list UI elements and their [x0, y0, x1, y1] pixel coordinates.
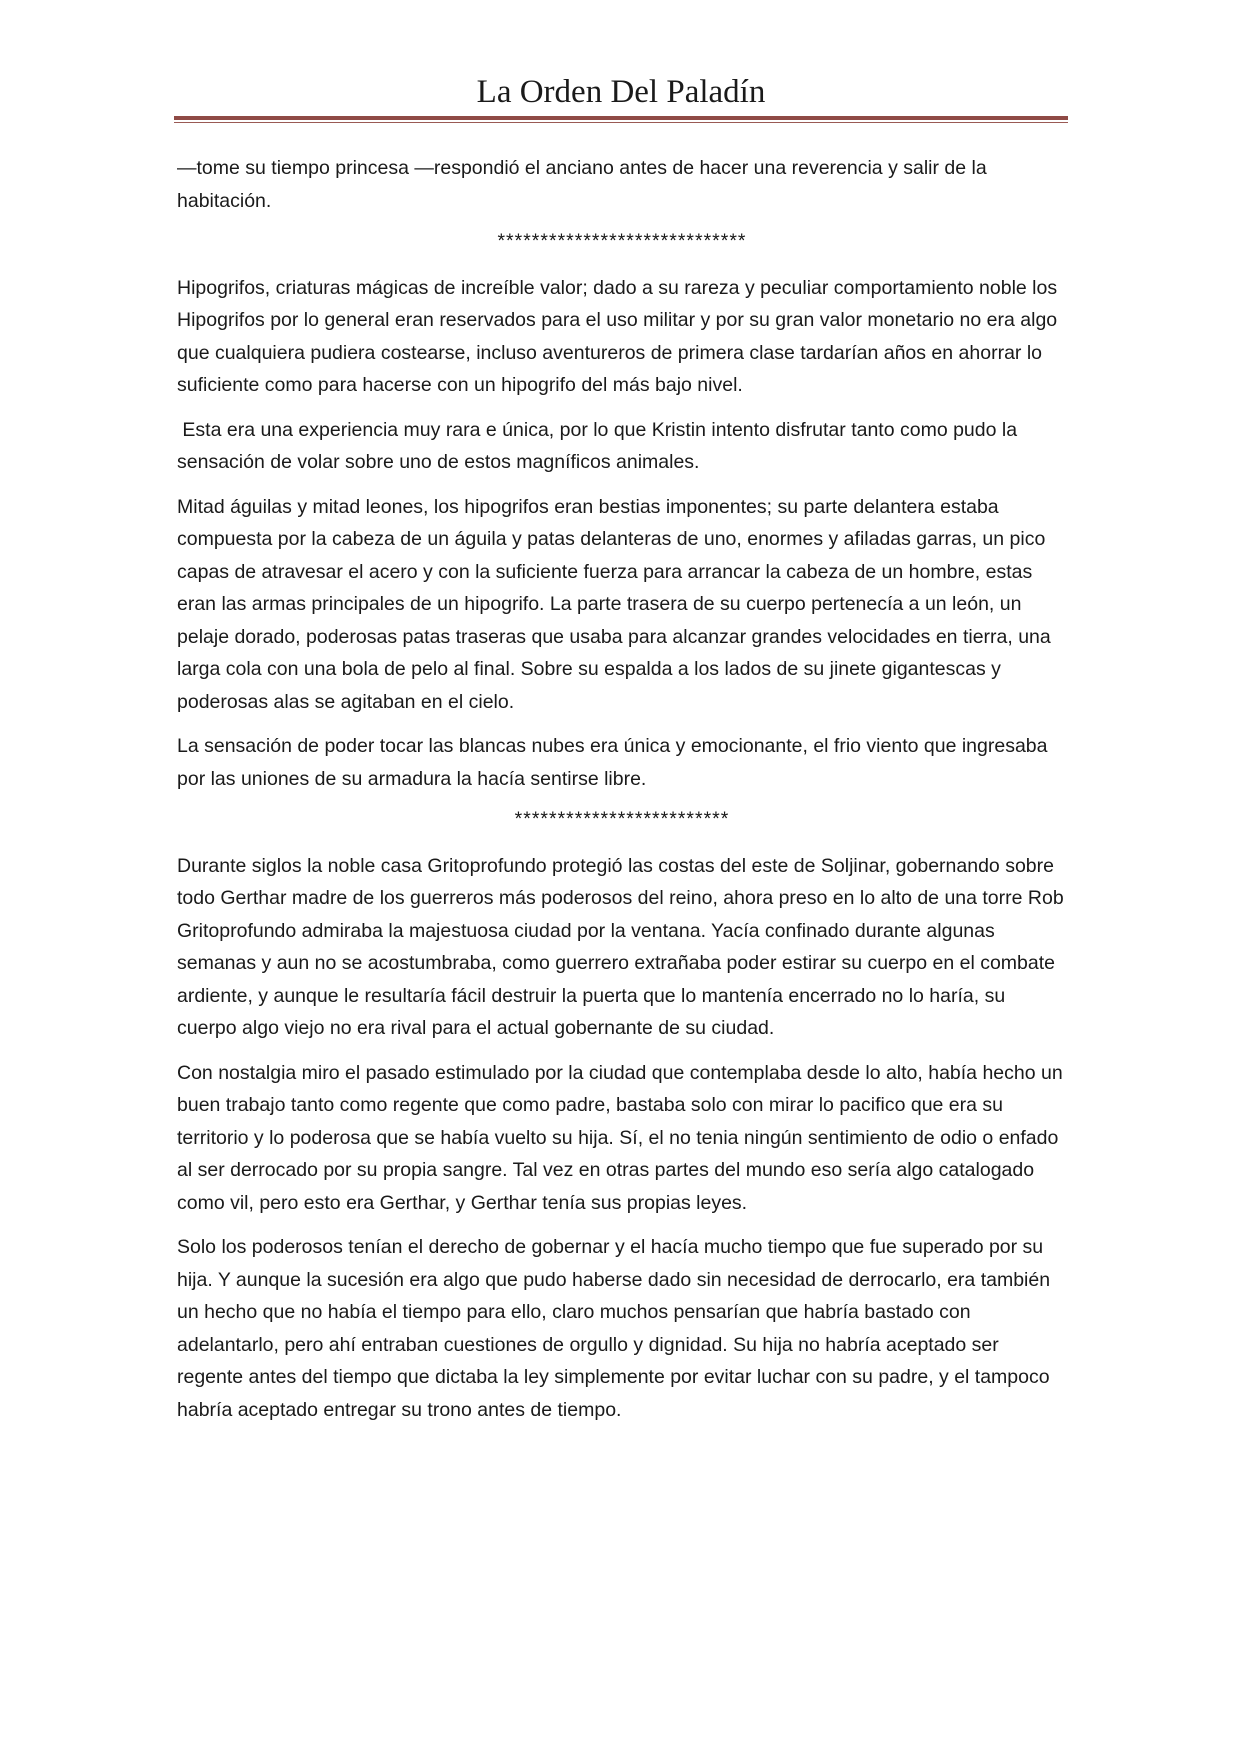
header-rule-thin: [174, 122, 1068, 123]
paragraph: Mitad águilas y mitad leones, los hipogrifos eran bestias imponentes; su parte delantera estaba compuesta por la cabeza de un águila y patas delanteras de uno, enormes y afiladas garras, un pico capas de atravesar el acero y con la suficiente fuerza para arrancar la cabeza de un hombre, estas eran las armas principales de un hipogrifo. La parte trasera de su cuerpo pertenecía a un león, un pelaje dorado, poderosas patas traseras que usaba para alcanzar grandes velocidades en tierra, una larga cola con una bola de pelo al final. Sobre su espalda a los lados de su jinete gigantescas y poderosas alas se agitaban en el cielo.: [177, 495, 1051, 713]
paragraph: —tome su tiempo princesa —respondió el anciano antes de hacer una reverencia y salir de la habitación.: [177, 157, 987, 212]
header-rule-thick: [174, 116, 1068, 120]
paragraph: Hipogrifos, criaturas mágicas de increíble valor; dado a su rareza y peculiar comportamiento noble los Hipogrifos por lo general eran reservados para el uso militar y por su gran valor monetario no era algo que cualquiera pudiera costearse, incluso aventureros de primera clase tardarían años en ahorrar lo suficiente como para hacerse con un hipogrifo del más bajo nivel.: [177, 276, 1058, 396]
page-title: La Orden Del Paladín: [476, 74, 766, 110]
paragraph: Con nostalgia miro el pasado estimulado por la ciudad que contemplaba desde lo alto, había hecho un buen trabajo tanto como regente que como padre, bastaba solo con mirar lo pacifico que era su territorio y lo poderosa que se había vuelto su hija. Sí, el no tenia ningún sentimiento de odio o enfado al ser derrocado por su propia sangre. Tal vez en otras partes del mundo eso sería algo catalogado como vil, pero esto era Gerthar, y Gerthar tenía sus propias leyes.: [177, 1061, 1063, 1214]
paragraph: Durante siglos la noble casa Gritoprofundo protegió las costas del este de Soljinar, gobernando sobre todo Gerthar madre de los guerreros más poderosos del reino, ahora preso en lo alto de una torre Rob Gritoprofundo admiraba la majestuosa ciudad por la ventana. Yacía confinado durante algunas semanas y aun no se acostumbraba, como guerrero extrañaba poder estirar su cuerpo en el combate ardiente, y aunque le resultaría fácil destruir la puerta que lo mantenía encerrado no lo haría, su cuerpo algo viejo no era rival para el actual gobernante de su ciudad.: [177, 854, 1064, 1039]
paragraph: Solo los poderosos tenían el derecho de gobernar y el hacía mucho tiempo que fue superado por su hija. Y aunque la sucesión era algo que pudo haberse dado sin necesidad de derrocarlo, era también un hecho que no había el tiempo para ello, claro muchos pensarían que habría bastado con adelantarlo, pero ahí entraban cuestiones de orgullo y dignidad. Su hija no habría aceptado ser regente antes del tiempo que dictaba la ley simplemente por evitar luchar con su padre, y el tampoco habría aceptado entregar su trono antes de tiempo.: [177, 1236, 1051, 1421]
page-header: [174, 72, 1068, 126]
section-separator: *************************: [514, 808, 730, 830]
document-body: [177, 152, 1067, 1438]
paragraph: Esta era una experiencia muy rara e única, por lo que Kristin intento disfrutar tanto como pudo la sensación de volar sobre uno de estos magníficos animales.: [177, 418, 1023, 473]
paragraph: La sensación de poder tocar las blancas nubes era única y emocionante, el frio viento que ingresaba por las uniones de su armadura la hacía sentirse libre.: [177, 735, 1048, 790]
section-separator: *****************************: [497, 230, 747, 252]
